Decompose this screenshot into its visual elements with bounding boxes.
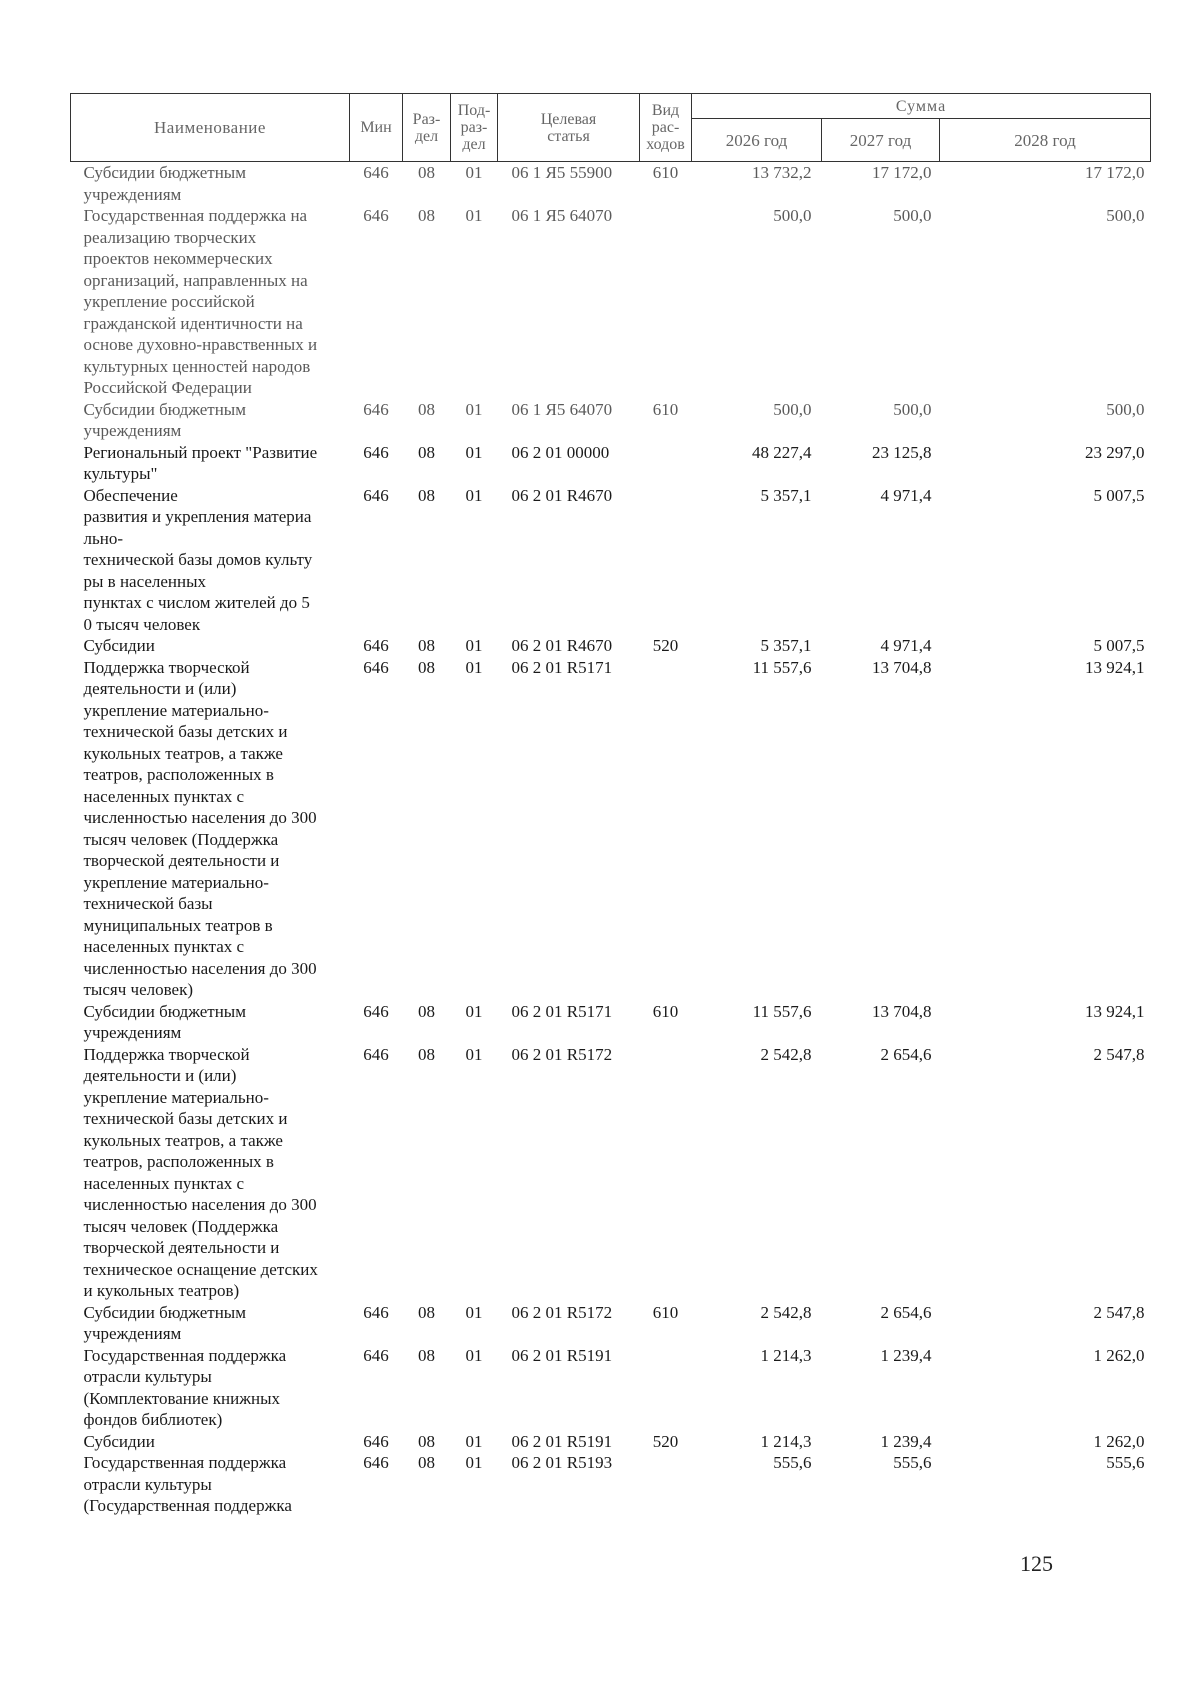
budget-document (70, 93, 1150, 1517)
row-name (71, 635, 350, 657)
header-celevaya-line-2: статья (547, 127, 590, 145)
row-name-line: Субсидии бюджетным (83, 163, 246, 182)
row-name (71, 1345, 350, 1431)
target-article-code: 06 2 01 R5172 (511, 1044, 613, 1064)
row-name-line: тысяч человек (Поддержка (83, 1216, 279, 1236)
podrazdel-code: 01 (465, 1044, 483, 1064)
razdel-code: 08 (418, 1431, 435, 1451)
amount-2026: 500,0 (773, 399, 812, 419)
amount-2028: 1 262,0 (1093, 1431, 1145, 1451)
header-razdel-line-1: Раз- (412, 110, 441, 128)
table-row (71, 442, 1151, 485)
row-name-line: Субсидии (83, 1431, 155, 1451)
ministry-code: 646 (363, 485, 389, 505)
expense-type-code (640, 657, 692, 1001)
row-name-line: культуры" (83, 464, 158, 483)
row-name-line: учреждениям (83, 184, 182, 204)
row-name-line: культурных ценностей народов (83, 356, 311, 376)
amount-2028: 1 262,0 (1093, 1345, 1145, 1365)
expense-type-code (640, 1452, 692, 1517)
amount-2028: 555,6 (1106, 1453, 1145, 1472)
amount-2027: 4 971,4 (880, 485, 932, 505)
header-razdel (403, 94, 451, 162)
row-name-line: отрасли культуры (83, 1474, 212, 1494)
table-row (71, 657, 1151, 1001)
row-name (71, 1431, 350, 1453)
row-name-line: творческой деятельности и (83, 851, 280, 870)
table-row (71, 1302, 1151, 1345)
amount-2027: 13 704,8 (872, 657, 932, 677)
row-name-line: технической базы детских и (83, 1109, 288, 1128)
amount-2026: 48 227,4 (752, 442, 812, 462)
ministry-code: 646 (363, 1431, 389, 1451)
razdel-code: 08 (418, 636, 435, 655)
ministry-code: 646 (363, 206, 389, 225)
expense-type-code (640, 1044, 692, 1302)
razdel-code: 08 (418, 1453, 435, 1472)
amount-2028: 13 924,1 (1085, 1001, 1145, 1021)
row-name-line: Поддержка творческой (83, 657, 250, 677)
razdel-code: 08 (418, 163, 435, 182)
row-name-line: Региональный проект "Развитие (83, 442, 318, 462)
amount-2026: 2 542,8 (760, 1044, 812, 1064)
amount-2027: 555,6 (893, 1453, 932, 1472)
row-name (71, 485, 350, 636)
expense-type-code: 520 (652, 1431, 679, 1451)
header-vid-line-2: рас- (651, 119, 680, 136)
amount-2026: 11 557,6 (752, 1001, 812, 1021)
row-name-line: технической базы (83, 894, 213, 913)
target-article-code: 06 2 01 R5191 (511, 1431, 613, 1451)
row-name-line: Государственная поддержка (83, 1453, 287, 1472)
row-name-line: гражданской идентичности на (83, 313, 303, 333)
amount-2028: 2 547,8 (1093, 1302, 1145, 1322)
budget-table (70, 93, 1151, 1517)
amount-2028: 23 297,0 (1085, 442, 1145, 462)
amount-2028: 5 007,5 (1093, 636, 1145, 655)
row-name-line: технической базы детских и (83, 722, 288, 741)
row-name-line: деятельности и (или) (83, 1066, 237, 1085)
table-row (71, 485, 1151, 636)
target-article-code: 06 2 01 R4670 (511, 485, 613, 505)
target-article-code: 06 2 01 R5191 (511, 1345, 613, 1365)
row-name-line: Субсидии бюджетным (83, 399, 246, 419)
table-row (71, 162, 1151, 206)
amount-2028: 500,0 (1106, 206, 1145, 225)
amount-2027: 2 654,6 (880, 1044, 932, 1064)
row-name-line: Государственная поддержка (83, 1345, 287, 1365)
row-name-line: Субсидии бюджетным (83, 1302, 246, 1322)
row-name-line: ры в населенных (83, 571, 207, 591)
table-row (71, 1345, 1151, 1431)
row-name-line: реализацию творческих (83, 227, 257, 247)
razdel-code: 08 (418, 1345, 435, 1365)
header-vid-line-3: ходов (646, 136, 685, 153)
target-article-code: 06 2 01 R5193 (511, 1453, 613, 1472)
header-razdel-line-2: дел (414, 127, 439, 145)
row-name-line: численностью населения до 300 (83, 958, 317, 978)
podrazdel-code: 01 (465, 485, 483, 505)
ministry-code: 646 (363, 399, 389, 419)
row-name-line: творческой деятельности и (83, 1238, 280, 1257)
ministry-code: 646 (363, 1302, 389, 1322)
podrazdel-code: 01 (465, 1345, 483, 1365)
amount-2027: 13 704,8 (872, 1001, 932, 1021)
row-name-line: (Государственная поддержка (83, 1496, 292, 1515)
amount-2028: 5 007,5 (1093, 485, 1145, 505)
row-name-line: (Комплектование книжных (83, 1388, 281, 1408)
amount-2026: 13 732,2 (752, 163, 812, 182)
header-vid-line-1: Вид (651, 102, 680, 119)
ministry-code: 646 (363, 1001, 389, 1021)
row-name-line: численностью населения до 300 (83, 1195, 317, 1214)
row-name-line: пунктах с числом жителей до 5 (83, 593, 310, 612)
header-min: Мин (350, 94, 403, 162)
row-name (71, 1452, 350, 1517)
row-name-line: и кукольных театров) (83, 1281, 240, 1300)
target-article-code: 06 1 Я5 64070 (511, 399, 613, 419)
amount-2027: 500,0 (893, 206, 932, 225)
table-row (71, 1452, 1151, 1517)
expense-type-code: 610 (652, 163, 679, 182)
header-year-2026: 2026 год (692, 119, 822, 162)
razdel-code: 08 (418, 657, 435, 677)
row-name-line: организаций, направленных на (83, 270, 308, 290)
ministry-code: 646 (363, 1453, 389, 1472)
podrazdel-code: 01 (465, 442, 483, 462)
row-name-line: техническое оснащение детских (83, 1259, 318, 1279)
amount-2026: 555,6 (773, 1453, 812, 1472)
razdel-code: 08 (418, 206, 435, 225)
row-name (71, 162, 350, 206)
ministry-code: 646 (363, 442, 389, 462)
row-name-line: населенных пунктах с (83, 1173, 245, 1193)
row-name-line: фондов библиотек) (83, 1410, 223, 1429)
row-name-line: Обеспечение (83, 485, 178, 505)
razdel-code: 08 (418, 1044, 435, 1064)
amount-2027: 17 172,0 (872, 163, 932, 182)
amount-2026: 5 357,1 (760, 485, 812, 505)
row-name-line: отрасли культуры (83, 1367, 212, 1386)
target-article-code: 06 1 Я5 55900 (511, 163, 613, 182)
row-name-line: укрепление материально- (83, 1087, 269, 1107)
row-name-line: муниципальных театров в (83, 915, 273, 935)
row-name-line: развития и укрепления материа (83, 507, 312, 526)
amount-2027: 4 971,4 (880, 636, 932, 655)
expense-type-code (640, 485, 692, 636)
target-article-code: 06 2 01 R5171 (511, 657, 613, 677)
row-name-line: тысяч человек (Поддержка (83, 829, 279, 849)
podrazdel-code: 01 (465, 163, 483, 182)
expense-type-code (640, 205, 692, 399)
expense-type-code: 610 (652, 1302, 679, 1322)
row-name-line: кукольных театров, а также (83, 1130, 283, 1150)
header-podrazdel-line-1: Под- (457, 102, 491, 119)
row-name (71, 1302, 350, 1345)
amount-2026: 11 557,6 (752, 657, 812, 677)
podrazdel-code: 01 (465, 206, 483, 225)
row-name-line: населенных пунктах с (83, 937, 245, 956)
amount-2026: 5 357,1 (760, 636, 812, 655)
table-row (71, 205, 1151, 399)
row-name-line: Субсидии бюджетным (83, 1001, 246, 1021)
table-row (71, 399, 1151, 442)
razdel-code: 08 (418, 1302, 435, 1322)
row-name-line: учреждениям (83, 421, 182, 440)
row-name-line: проектов некоммерческих (83, 249, 273, 268)
amount-2027: 23 125,8 (872, 442, 932, 462)
row-name-line: основе духовно-нравственных и (83, 335, 318, 354)
row-name-line: Государственная поддержка на (83, 206, 308, 225)
row-name-line: учреждениям (83, 1023, 182, 1042)
header-celevaya-line-1: Целевая (540, 110, 597, 128)
podrazdel-code: 01 (465, 657, 483, 677)
amount-2028: 13 924,1 (1085, 657, 1145, 677)
table-row (71, 635, 1151, 657)
expense-type-code: 610 (652, 1001, 679, 1021)
razdel-code: 08 (418, 399, 435, 419)
row-name-line: населенных пунктах с (83, 786, 245, 806)
target-article-code: 06 2 01 00000 (511, 442, 610, 462)
expense-type-code (640, 1345, 692, 1431)
amount-2027: 2 654,6 (880, 1302, 932, 1322)
target-article-code: 06 2 01 R5172 (511, 1302, 613, 1322)
header-celevaya-statya (498, 94, 640, 162)
amount-2028: 2 547,8 (1093, 1044, 1145, 1064)
razdel-code: 08 (418, 485, 435, 505)
target-article-code: 06 2 01 R5171 (511, 1001, 613, 1021)
razdel-code: 08 (418, 1001, 435, 1021)
podrazdel-code: 01 (465, 399, 483, 419)
table-row (71, 1431, 1151, 1453)
row-name-line: кукольных театров, а также (83, 743, 283, 763)
header-summa: Сумма (692, 94, 1151, 119)
row-name-line: 0 тысяч человек (83, 614, 201, 634)
header-podrazdel-line-2: раз- (460, 119, 488, 136)
row-name (71, 442, 350, 485)
header-podrazdel-line-3: дел (462, 136, 486, 153)
row-name-line: численностью населения до 300 (83, 808, 317, 827)
razdel-code: 08 (418, 442, 435, 462)
podrazdel-code: 01 (465, 1302, 483, 1322)
amount-2028: 500,0 (1106, 399, 1145, 419)
header-podrazdel (451, 94, 498, 162)
amount-2027: 1 239,4 (880, 1345, 932, 1365)
row-name (71, 399, 350, 442)
row-name-line: технической базы домов культу (83, 550, 313, 569)
row-name-line: льно- (83, 528, 123, 548)
row-name-line: Поддержка творческой (83, 1044, 250, 1064)
amount-2026: 1 214,3 (760, 1345, 812, 1365)
row-name-line: учреждениям (83, 1324, 182, 1343)
row-name-line: укрепление российской (83, 292, 255, 311)
row-name-line: Российской Федерации (83, 378, 252, 397)
amount-2026: 1 214,3 (760, 1431, 812, 1451)
target-article-code: 06 2 01 R4670 (511, 636, 613, 655)
row-name (71, 1001, 350, 1044)
ministry-code: 646 (363, 1044, 389, 1064)
row-name-line: укрепление материально- (83, 872, 269, 892)
header-vid-rashodov (640, 94, 692, 162)
amount-2026: 2 542,8 (760, 1302, 812, 1322)
podrazdel-code: 01 (465, 636, 483, 655)
expense-type-code: 520 (652, 636, 679, 655)
header-year-2027: 2027 год (822, 119, 940, 162)
row-name-line: театров, расположенных в (83, 1152, 274, 1171)
row-name-line: укрепление материально- (83, 700, 269, 720)
row-name-line: театров, расположенных в (83, 765, 274, 784)
row-name (71, 1044, 350, 1302)
podrazdel-code: 01 (465, 1001, 483, 1021)
ministry-code: 646 (363, 1345, 389, 1365)
amount-2026: 500,0 (773, 206, 812, 225)
table-row (71, 1044, 1151, 1302)
page-number: 125 (1020, 1551, 1053, 1576)
podrazdel-code: 01 (465, 1453, 483, 1472)
ministry-code: 646 (363, 163, 389, 182)
ministry-code: 646 (363, 657, 389, 677)
amount-2028: 17 172,0 (1085, 163, 1145, 182)
ministry-code: 646 (363, 636, 389, 655)
row-name (71, 205, 350, 399)
header-name: Наименование (71, 94, 350, 162)
row-name (71, 657, 350, 1001)
expense-type-code: 610 (652, 399, 679, 419)
amount-2027: 500,0 (893, 399, 932, 419)
row-name-line: тысяч человек) (83, 980, 193, 999)
row-name-line: Субсидии (83, 636, 155, 655)
expense-type-code (640, 442, 692, 485)
header-year-2028: 2028 год (940, 119, 1151, 162)
target-article-code: 06 1 Я5 64070 (511, 206, 613, 225)
table-row (71, 1001, 1151, 1044)
amount-2027: 1 239,4 (880, 1431, 932, 1451)
row-name-line: деятельности и (или) (83, 679, 237, 698)
podrazdel-code: 01 (465, 1431, 483, 1451)
table-body (71, 162, 1151, 1517)
